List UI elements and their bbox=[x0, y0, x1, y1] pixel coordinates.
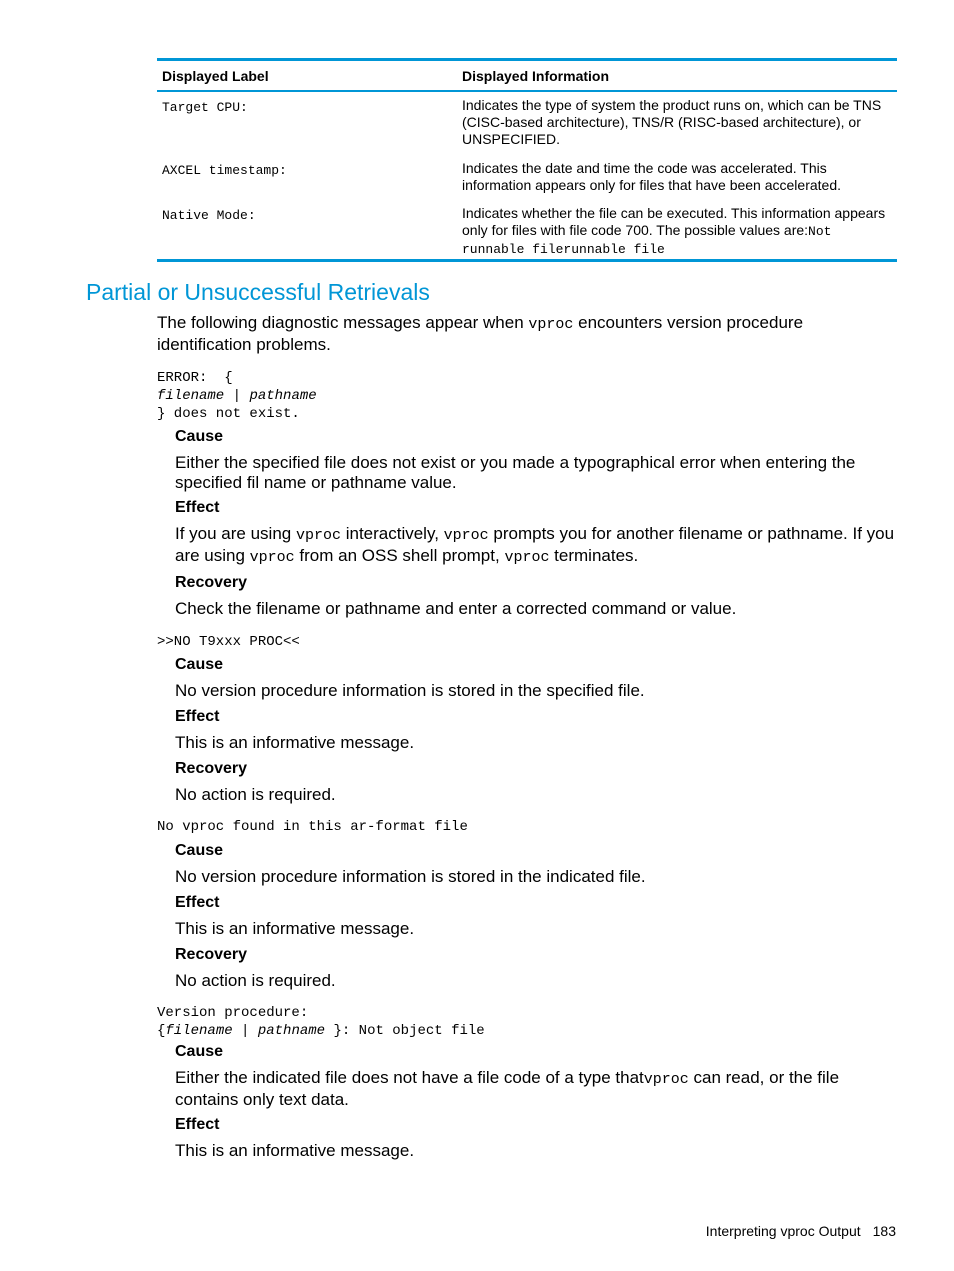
intro-paragraph bbox=[157, 313, 902, 355]
cause-text: No version procedure information is stored in the specified file. bbox=[175, 681, 645, 700]
intro-text: encounters version procedure identification problems. bbox=[157, 313, 804, 354]
message-entry bbox=[175, 1042, 902, 1161]
code-line: Version procedure: bbox=[157, 1005, 309, 1021]
row-info-code: Not runnable filerunnable file bbox=[462, 224, 832, 257]
effect-part: from an OSS shell prompt, bbox=[294, 546, 505, 565]
recovery-text: No action is required. bbox=[175, 971, 336, 990]
message-block bbox=[157, 369, 902, 619]
code-filename: filename bbox=[165, 1023, 233, 1039]
col-header-label: Displayed Label bbox=[162, 67, 269, 84]
cause-text: No version procedure information is stored in the indicated file. bbox=[175, 867, 646, 886]
table-row bbox=[157, 92, 897, 156]
effect-text: This is an informative message. bbox=[175, 1141, 415, 1160]
row-info-text: Indicates whether the file can be executed. This information appears only for files with file code 700. The possible values are: bbox=[462, 205, 886, 238]
recovery-label: Recovery bbox=[175, 574, 248, 591]
cause-text: Either the specified file does not exist or you made a typographical error when entering the specified fil name or pathname value. bbox=[175, 453, 856, 492]
recovery-text: No action is required. bbox=[175, 785, 336, 804]
effect-label: Effect bbox=[175, 708, 220, 725]
effect-part: If you are using bbox=[175, 524, 296, 543]
message-block bbox=[157, 633, 902, 805]
recovery-label: Recovery bbox=[175, 760, 248, 777]
footer-title: Interpreting vproc Output bbox=[705, 1223, 861, 1239]
col-header-info: Displayed Information bbox=[462, 67, 610, 84]
code-sep: | bbox=[232, 1023, 258, 1039]
page-footer bbox=[706, 1223, 896, 1239]
effect-part: prompts you for another filename or pathname. If you are using bbox=[175, 524, 895, 565]
effect-text: This is an informative message. bbox=[175, 733, 415, 752]
table-row bbox=[157, 156, 897, 202]
row-info bbox=[458, 205, 897, 259]
effect-part: terminates. bbox=[549, 546, 639, 565]
code-brace: { bbox=[157, 1023, 166, 1039]
effect-text: This is an informative message. bbox=[175, 919, 415, 938]
cause-label: Cause bbox=[175, 842, 224, 859]
intro-text: The following diagnostic messages appear when bbox=[157, 313, 529, 332]
message-entry bbox=[175, 655, 902, 805]
effect-label: Effect bbox=[175, 894, 220, 911]
effect-label: Effect bbox=[175, 1116, 220, 1133]
message-code: >>NO T9xxx PROC<< bbox=[157, 634, 300, 650]
section-body bbox=[157, 313, 902, 1161]
message-block bbox=[157, 1004, 902, 1161]
message-entry bbox=[175, 427, 902, 619]
effect-part: interactively, bbox=[340, 524, 444, 543]
section-title: Partial or Unsuccessful Retrievals bbox=[86, 279, 430, 305]
effect-code: vproc bbox=[249, 549, 295, 566]
cause-label: Cause bbox=[175, 656, 224, 673]
code-pathname: pathname bbox=[249, 388, 317, 404]
page-number: 183 bbox=[872, 1223, 896, 1239]
message-block bbox=[157, 818, 902, 991]
table-row bbox=[157, 202, 897, 259]
code-sep: | bbox=[224, 388, 250, 404]
code-line: ERROR: { bbox=[157, 370, 233, 386]
message-code bbox=[157, 369, 902, 423]
message-code bbox=[157, 1004, 902, 1040]
effect-code: vproc bbox=[295, 527, 341, 544]
table-header bbox=[157, 61, 897, 92]
effect-label: Effect bbox=[175, 499, 220, 516]
code-line: } does not exist. bbox=[157, 406, 300, 422]
row-label: AXCEL timestamp: bbox=[162, 163, 287, 178]
intro-code: vproc bbox=[528, 316, 574, 333]
info-table bbox=[157, 58, 897, 262]
row-label: Target CPU: bbox=[162, 100, 248, 115]
code-close: }: Not object file bbox=[325, 1023, 485, 1039]
row-info: Indicates the date and time the code was accelerated. This information appears only for files that have been accelerated. bbox=[462, 160, 842, 193]
recovery-text: Check the filename or pathname and enter a corrected command or value. bbox=[175, 599, 737, 618]
row-info: Indicates the type of system the product runs on, which can be TNS (CISC-based architecture), TNS/R (RISC-based architecture), or UNSPECIFIED. bbox=[462, 97, 882, 147]
code-filename: filename bbox=[157, 388, 225, 404]
cause-label: Cause bbox=[175, 428, 224, 445]
effect-code: vproc bbox=[504, 549, 550, 566]
effect-text bbox=[175, 524, 902, 568]
message-code: No vproc found in this ar-format file bbox=[157, 819, 468, 835]
message-entry bbox=[175, 841, 902, 991]
cause-code: vproc bbox=[643, 1071, 689, 1088]
cause-label: Cause bbox=[175, 1043, 224, 1060]
cause-part: Either the indicated file does not have a file code of a type that bbox=[175, 1068, 644, 1087]
code-pathname: pathname bbox=[257, 1023, 326, 1039]
recovery-label: Recovery bbox=[175, 946, 248, 963]
cause-text bbox=[175, 1068, 902, 1110]
effect-code: vproc bbox=[443, 527, 489, 544]
row-label: Native Mode: bbox=[162, 208, 256, 223]
cause-part: can read, or the file contains only text data. bbox=[175, 1068, 840, 1109]
